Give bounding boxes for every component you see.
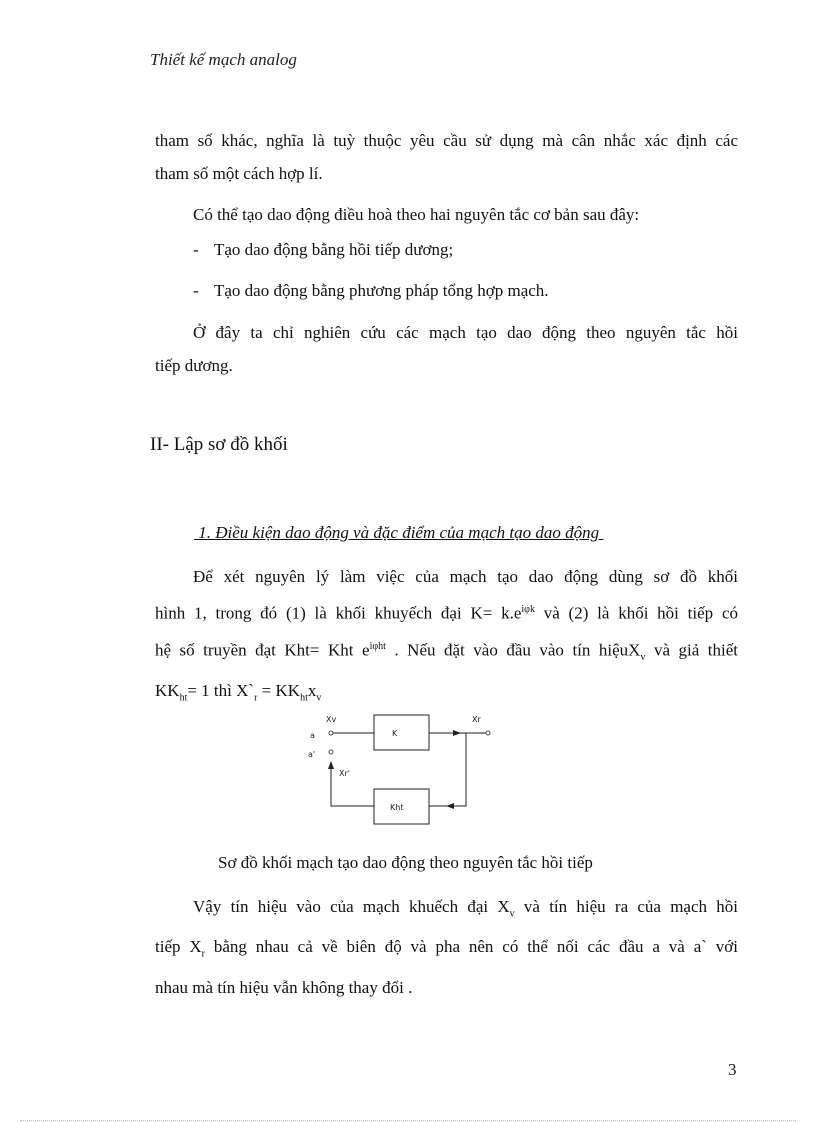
paragraph-line: tham số khác, nghĩa là tuỳ thuộc yêu cầu sử dụng mà cân nhắc xác định các xyxy=(155,131,738,150)
page-number: 3 xyxy=(728,1060,737,1079)
bullet-dash: - xyxy=(193,240,199,259)
text-run: Vậy tín hiệu vào của mạch khuếch đại X xyxy=(193,897,510,916)
block-diagram xyxy=(300,708,500,838)
subsection-heading: 1. Điều kiện dao động và đặc điểm của mạch tạo dao động xyxy=(194,523,604,542)
terminal-output xyxy=(486,731,490,735)
text-run: x xyxy=(307,680,317,700)
feedback-return-arrow xyxy=(331,762,374,806)
paragraph-line xyxy=(155,890,738,930)
paragraph-line: tham số một cách hợp lí. xyxy=(155,164,323,183)
paragraph-scope xyxy=(155,316,738,382)
amplifier-block xyxy=(374,715,429,750)
label-a: a xyxy=(310,731,315,740)
list-item xyxy=(193,281,549,301)
page-boundary-divider xyxy=(20,1120,796,1121)
superscript: iφht xyxy=(369,640,386,652)
figure-caption: Sơ đồ khối mạch tạo dao động theo nguyên tắc hồi tiếp xyxy=(218,853,593,872)
superscript: iφk xyxy=(521,604,535,615)
section-heading: II- Lập sơ đồ khối xyxy=(150,434,288,455)
paragraph-line xyxy=(155,630,738,674)
paragraph-continued xyxy=(155,124,738,190)
feedback-label: Kht xyxy=(390,803,404,812)
text-run: = KK xyxy=(257,680,301,700)
text-run: bằng nhau cả về biên độ và pha nên có thể nối các đầu a và a` với xyxy=(204,937,738,957)
subscript: v xyxy=(640,651,646,663)
paragraph-line: Ở đây ta chỉ nghiên cứu các mạch tạo dao động theo nguyên tắc hồi xyxy=(193,323,738,342)
list-item-text: Tạo dao động bằng hồi tiếp dương; xyxy=(214,240,454,259)
text-run: = 1 thì X` xyxy=(187,680,255,700)
subscript: r xyxy=(201,948,205,960)
paragraph-methods-intro: Có thể tạo dao động điều hoà theo hai nguyên tắc cơ bản sau đây: xyxy=(193,205,640,224)
subscript: ht xyxy=(300,692,308,704)
text-run: hình 1, trong đó (1) là khối khuyếch đại K= k.e xyxy=(155,603,522,623)
list-item xyxy=(193,240,453,260)
paragraph-line: Để xét nguyên lý làm việc của mạch tạo dao động dùng sơ đồ khối xyxy=(193,567,738,586)
label-a-prime: a' xyxy=(308,750,316,759)
paragraph-line xyxy=(155,593,738,630)
text-run: và tín hiệu ra của mạch hồi xyxy=(514,897,738,916)
paragraph-conclusion xyxy=(155,890,738,1004)
subscript: v xyxy=(509,908,515,920)
paragraph-line: tiếp dương. xyxy=(155,356,233,375)
terminal-a xyxy=(329,731,333,735)
label-xv: Xv xyxy=(326,715,337,724)
text-run: và giả thiết xyxy=(645,640,739,660)
text-run: KK xyxy=(155,680,180,700)
bullet-dash: - xyxy=(193,281,199,300)
paragraph-line xyxy=(155,930,738,970)
feedback-path xyxy=(447,733,466,806)
text-run: hệ số truyền đạt Kht= Kht e xyxy=(155,640,370,660)
page-header: Thiết kế mạch analog xyxy=(150,50,297,69)
subscript: v xyxy=(316,692,322,704)
paragraph-principle xyxy=(155,560,738,714)
text-run: tiếp X xyxy=(155,937,202,957)
text-run: và (2) là khối hồi tiếp có xyxy=(534,603,738,623)
label-xr: Xr xyxy=(472,715,481,724)
amplifier-label: K xyxy=(392,729,398,738)
label-xr-prime: Xr' xyxy=(339,769,350,778)
subscript: r xyxy=(254,692,258,704)
text-run: . Nếu đặt vào đầu vào tín hiệuX xyxy=(385,640,641,660)
terminal-a-prime xyxy=(329,750,333,754)
paragraph-line: nhau mà tín hiệu vẫn không thay đổi . xyxy=(155,977,413,997)
list-item-text: Tạo dao động bằng phương pháp tổng hợp mạch. xyxy=(214,281,549,300)
subscript: ht xyxy=(179,692,188,704)
